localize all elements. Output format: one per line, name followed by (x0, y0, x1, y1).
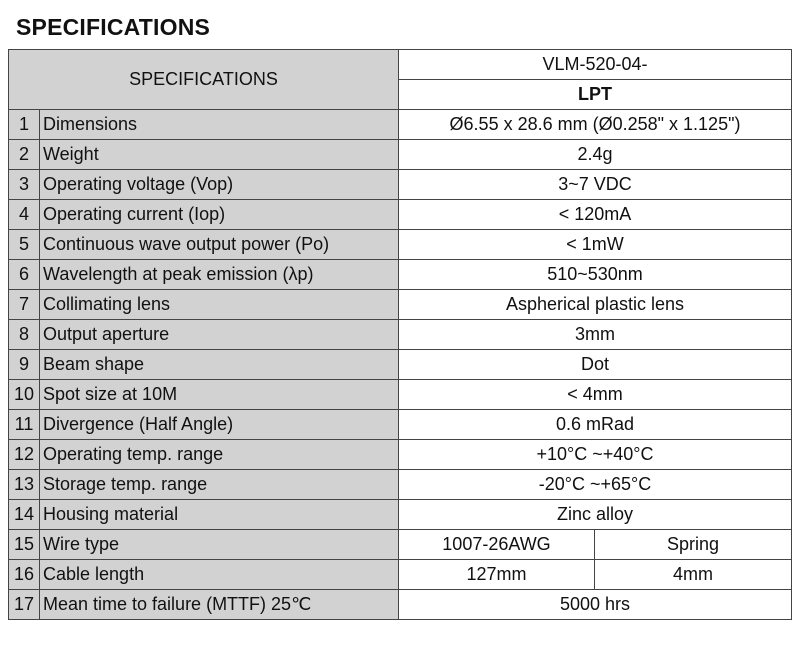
table-row (9, 110, 792, 140)
row-number: 5 (9, 230, 40, 260)
spec-name: Continuous wave output power (Po) (40, 230, 399, 260)
row-number: 4 (9, 200, 40, 230)
row-number: 6 (9, 260, 40, 290)
spec-value: 0.6 mRad (399, 410, 792, 440)
row-number: 14 (9, 500, 40, 530)
table-row (9, 140, 792, 170)
spec-name: Storage temp. range (40, 470, 399, 500)
row-number: 17 (9, 590, 40, 620)
page-title: SPECIFICATIONS (16, 14, 211, 40)
table-row (9, 320, 792, 350)
spec-value-a: 127mm (399, 560, 595, 590)
spec-value-b: 4mm (595, 560, 792, 590)
spec-name: Spot size at 10M (40, 380, 399, 410)
spec-value: Zinc alloy (399, 500, 792, 530)
spec-value: < 120mA (399, 200, 792, 230)
table-row (9, 350, 792, 380)
spec-value: Ø6.55 x 28.6 mm (Ø0.258" x 1.125") (399, 110, 792, 140)
spec-value: +10°C ~+40°C (399, 440, 792, 470)
spec-value: < 1mW (399, 230, 792, 260)
table-row (9, 410, 792, 440)
spec-name: Operating voltage (Vop) (40, 170, 399, 200)
spec-value: 3mm (399, 320, 792, 350)
row-number: 2 (9, 140, 40, 170)
spec-value: 2.4g (399, 140, 792, 170)
spec-value: -20°C ~+65°C (399, 470, 792, 500)
row-number: 12 (9, 440, 40, 470)
specifications-header: SPECIFICATIONS (9, 50, 399, 110)
spec-value: 3~7 VDC (399, 170, 792, 200)
model-number-line2: LPT (399, 80, 792, 110)
table-row (9, 590, 792, 620)
row-number: 3 (9, 170, 40, 200)
table-row (9, 500, 792, 530)
spec-name: Operating temp. range (40, 440, 399, 470)
table-row (9, 230, 792, 260)
spec-name: Beam shape (40, 350, 399, 380)
table-row (9, 530, 792, 560)
spec-value: 510~530nm (399, 260, 792, 290)
spec-name: Wavelength at peak emission (λp) (40, 260, 399, 290)
spec-name: Dimensions (40, 110, 399, 140)
spec-name: Collimating lens (40, 290, 399, 320)
table-row (9, 560, 792, 590)
table-row (9, 380, 792, 410)
table-header-row-1 (9, 50, 792, 80)
table-row (9, 260, 792, 290)
spec-name: Cable length (40, 560, 399, 590)
row-number: 7 (9, 290, 40, 320)
spec-name: Operating current (Iop) (40, 200, 399, 230)
spec-name: Housing material (40, 500, 399, 530)
spec-name: Mean time to failure (MTTF) 25℃ (40, 590, 399, 620)
table-row (9, 440, 792, 470)
model-number-line1: VLM-520-04- (399, 50, 792, 80)
spec-name: Weight (40, 140, 399, 170)
row-number: 1 (9, 110, 40, 140)
row-number: 16 (9, 560, 40, 590)
spec-value: Dot (399, 350, 792, 380)
table-row (9, 290, 792, 320)
specifications-table (8, 49, 792, 620)
table-row (9, 470, 792, 500)
spec-value: < 4mm (399, 380, 792, 410)
spec-value: 5000 hrs (399, 590, 792, 620)
spec-value-a: 1007-26AWG (399, 530, 595, 560)
spec-name: Wire type (40, 530, 399, 560)
row-number: 13 (9, 470, 40, 500)
spec-value-b: Spring (595, 530, 792, 560)
row-number: 10 (9, 380, 40, 410)
row-number: 8 (9, 320, 40, 350)
spec-value: Aspherical plastic lens (399, 290, 792, 320)
row-number: 15 (9, 530, 40, 560)
row-number: 11 (9, 410, 40, 440)
table-row (9, 170, 792, 200)
row-number: 9 (9, 350, 40, 380)
spec-name: Divergence (Half Angle) (40, 410, 399, 440)
spec-name: Output aperture (40, 320, 399, 350)
table-row (9, 200, 792, 230)
